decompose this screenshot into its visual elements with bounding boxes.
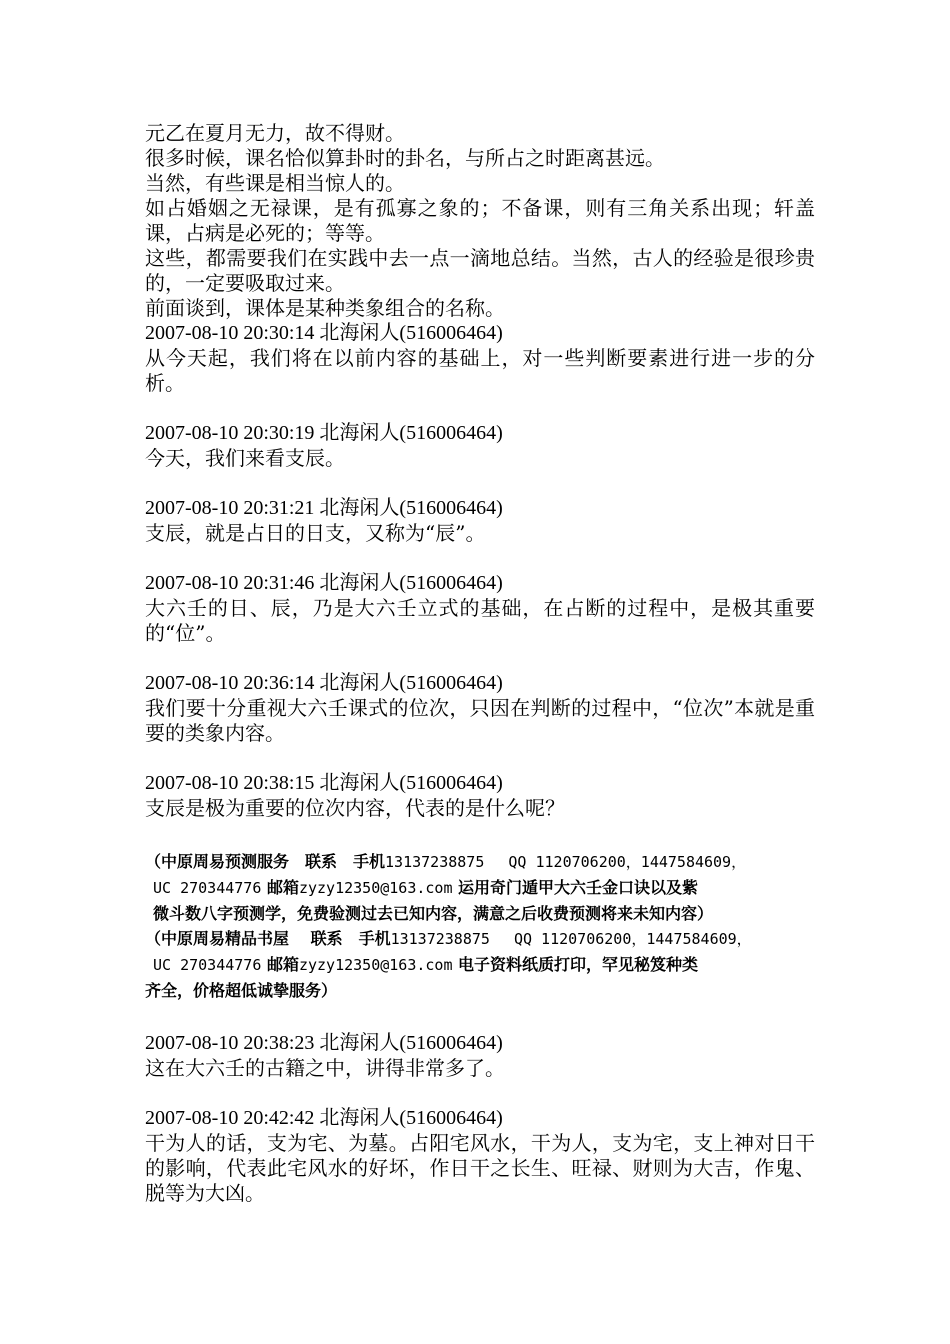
intro-paragraph: 如占婚姻之无禄课，是有孤寡之象的；不备课，则有三角关系出现；轩盖课，占病是必死的；等等。 (145, 196, 815, 245)
ad-line (145, 952, 815, 978)
ad-email-label: 邮箱 (261, 878, 299, 897)
message-timestamp: 2007-08-10 20:31:21 北海闲人(516006464) (145, 497, 503, 519)
advertisement-block (145, 849, 815, 1003)
ad-email: zyzy12350@163.com (298, 879, 453, 897)
message-timestamp: 2007-08-10 20:36:14 北海闲人(516006464) (145, 672, 503, 694)
ad-email-label: 邮箱 (261, 955, 299, 974)
ad-bookstore-label: （中原周易精品书屋 联系 手机 (145, 929, 391, 948)
ad-description: 电子资料纸质打印，罕见秘笈种类 (452, 955, 699, 974)
ad-contact-numbers: 13137238875 QQ 1120706200，1447584609， (390, 930, 752, 948)
message-timestamp: 2007-08-10 20:38:23 北海闲人(516006464) (145, 1032, 503, 1054)
document-page (145, 121, 815, 1206)
ad-description: 齐全，价格超低诚挚服务） (145, 981, 338, 1000)
message-timestamp: 2007-08-10 20:30:14 北海闲人(516006464) (145, 322, 503, 344)
message-timestamp: 2007-08-10 20:38:15 北海闲人(516006464) (145, 772, 503, 794)
spacer (145, 396, 815, 421)
message-timestamp: 2007-08-10 20:30:19 北海闲人(516006464) (145, 422, 503, 444)
ad-line (145, 926, 815, 952)
message-text: 干为人的话，支为宅、为墓。占阳宅风水，干为人，支为宅，支上神对日干的影响，代表此宅风水的好坏，作日干之长生、旺禄、财则为大吉，作鬼、脱等为大凶。 (145, 1131, 815, 1205)
intro-paragraph: 这些，都需要我们在实践中去一点一滴地总结。当然，古人的经验是很珍贵的，一定要吸取过来。 (145, 246, 815, 295)
ad-uc-number: UC 270344776 (153, 956, 262, 974)
ad-line (145, 875, 815, 901)
ad-email: zyzy12350@163.com (298, 956, 453, 974)
spacer (145, 1081, 815, 1106)
ad-service-label: （中原周易预测服务 联系 手机 (145, 852, 386, 871)
message-text: 这在大六壬的古籍之中，讲得非常多了。 (145, 1056, 505, 1080)
message-text: 我们要十分重视大六壬课式的位次，只因在判断的过程中，“位次”本就是重要的类象内容。 (145, 696, 815, 745)
ad-line (145, 978, 815, 1003)
intro-paragraph: 很多时候，课名恰似算卦时的卦名，与所占之时距离甚远。 (145, 146, 665, 170)
message-timestamp: 2007-08-10 20:42:42 北海闲人(516006464) (145, 1107, 503, 1129)
intro-paragraph: 当然，有些课是相当惊人的。 (145, 171, 405, 195)
message-timestamp: 2007-08-10 20:31:46 北海闲人(516006464) (145, 572, 503, 594)
spacer (145, 646, 815, 671)
spacer (145, 471, 815, 496)
spacer (145, 1006, 815, 1031)
intro-paragraph: 前面谈到，课体是某种类象组合的名称。 (145, 296, 505, 320)
message-text: 从今天起，我们将在以前内容的基础上，对一些判断要素进行进一步的分析。 (145, 346, 815, 395)
message-text: 今天，我们来看支辰。 (145, 446, 345, 470)
message-text: 支辰是极为重要的位次内容，代表的是什么呢？ (145, 796, 565, 820)
intro-paragraph: 元乙在夏月无力，故不得财。 (145, 121, 405, 145)
spacer (145, 746, 815, 771)
spacer (145, 546, 815, 571)
ad-contact-numbers: 13137238875 QQ 1120706200，1447584609， (385, 853, 747, 871)
ad-uc-number: UC 270344776 (153, 879, 262, 897)
ad-description: 运用奇门遁甲大六壬金口诀以及紫 (452, 878, 699, 897)
spacer (145, 821, 815, 846)
ad-line (145, 849, 815, 875)
message-text: 支辰，就是占日的日支，又称为“辰”。 (145, 521, 486, 545)
message-text: 大六壬的日、辰，乃是大六壬立式的基础，在占断的过程中，是极其重要的“位”。 (145, 596, 815, 645)
ad-line (145, 901, 815, 926)
ad-description: 微斗数八字预测学，免费验测过去已知内容，满意之后收费预测将来未知内容） (153, 904, 714, 923)
